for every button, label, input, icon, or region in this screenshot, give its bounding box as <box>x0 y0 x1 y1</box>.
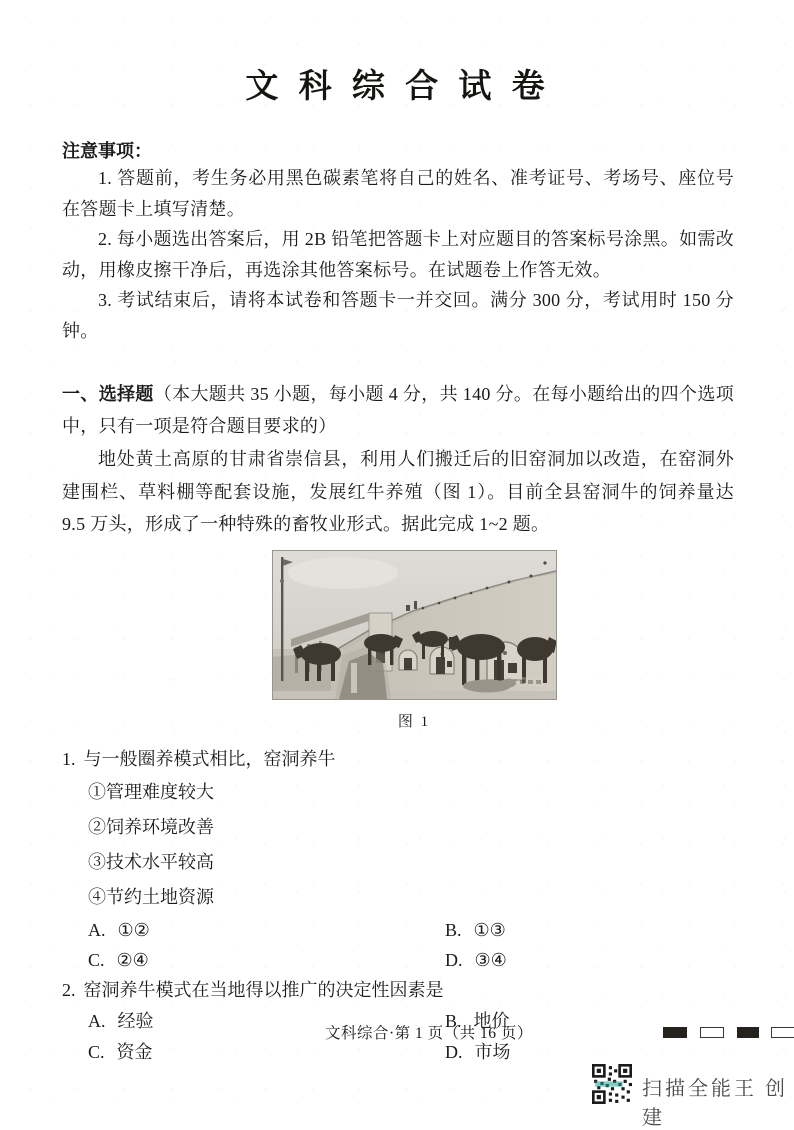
registration-mark-filled <box>663 1027 687 1038</box>
registration-mark-outline <box>700 1027 724 1038</box>
option-text: ①② <box>117 919 150 940</box>
qr-code-icon <box>592 1063 632 1105</box>
question-1-subitem-3: ③技术水平较高 <box>88 851 214 872</box>
option-text: 资金 <box>116 1041 153 1062</box>
section-label: 一、选择题 <box>62 384 154 404</box>
option-text: ③④ <box>474 949 507 970</box>
option-label: C. <box>88 949 105 970</box>
notice-item-2: 2. 每小题选出答案后，用 2B 铅笔把答题卡上对应题目的答案标号涂黑。如需改动，用橡皮擦干净后，再选涂其他答案标号。在试题卷上作答无效。 <box>62 229 734 280</box>
question-1-stem-text: 与一般圈养模式相比，窑洞养牛 <box>83 748 336 769</box>
qr-teal-watermark <box>595 1081 622 1086</box>
registration-marks <box>663 1027 794 1039</box>
option-text: ①③ <box>473 919 506 940</box>
option-text: 经验 <box>117 1010 154 1031</box>
notice-item-3: 3. 考试结束后，请将本试卷和答题卡一并交回。满分 300 分，考试用时 150 分钟。 <box>62 290 734 341</box>
option-label: D. <box>445 1041 463 1062</box>
question-1-option-a <box>88 915 445 945</box>
option-text: 市场 <box>474 1041 511 1062</box>
option-text: ②④ <box>116 949 149 970</box>
option-label: C. <box>88 1041 105 1062</box>
question-1 <box>62 744 734 975</box>
footer-page-label: 文科综合·第 1 页（共 16 页） <box>325 1025 533 1042</box>
section-description: （本大题共 35 小题，每小题 4 分，共 140 分。在每小题给出的四个选项中，只有一项是符合题目要求的） <box>62 384 735 436</box>
notice-item-1: 1. 答题前，考生务必用黑色碳素笔将自己的姓名、准考证号、考场号、座位号在答题卡上填写清楚。 <box>62 168 734 219</box>
option-label: A. <box>88 919 106 940</box>
question-2-number: 2. <box>62 979 76 1000</box>
registration-mark-outline <box>771 1027 794 1038</box>
photo-arch-small <box>399 650 417 670</box>
question-1-option-d <box>445 945 734 975</box>
question-1-stem <box>62 744 734 775</box>
photo-watermark <box>517 677 543 686</box>
notice-section <box>62 137 734 346</box>
figure-caption: 图 1 <box>397 713 431 730</box>
question-1-subitem-4: ④节约土地资源 <box>88 886 214 907</box>
scanner-credit-text: 扫描全能王 创建 <box>642 1078 788 1129</box>
registration-mark-filled <box>737 1027 759 1038</box>
question-1-subitem-2: ②饲养环境改善 <box>88 816 214 837</box>
question-2-stem-text: 窑洞养牛模式在当地得以推广的决定性因素是 <box>83 979 444 1000</box>
question-1-option-b <box>445 915 734 945</box>
option-text: 地价 <box>473 1010 510 1031</box>
option-label: B. <box>445 919 462 940</box>
section-header <box>62 378 734 442</box>
page-title: 文 科 综 合 试 卷 <box>245 69 551 105</box>
cave-cattle-photo <box>273 551 556 699</box>
option-label: D. <box>445 949 463 970</box>
option-label: A. <box>88 1010 106 1031</box>
figure-1 <box>273 551 556 731</box>
question-1-options <box>88 915 734 975</box>
notice-heading: 注意事项： <box>62 141 152 161</box>
question-1-subitem-1: ①管理难度较大 <box>88 781 214 802</box>
question-2-stem <box>62 975 734 1006</box>
question-1-number: 1. <box>62 748 76 769</box>
question-1-option-c <box>88 945 445 975</box>
passage-text: 地处黄土高原的甘肃省崇信县，利用人们搬迁后的旧窑洞加以改造，在窑洞外建围栏、草料棚等配套设施，发展红牛养殖（图 1）。目前全县窑洞牛的饲养量达 9.5 万头，形成了一种特殊的畜牧业形式。据此完成 1~2 题。 <box>62 449 734 534</box>
option-label: B. <box>445 1010 462 1031</box>
